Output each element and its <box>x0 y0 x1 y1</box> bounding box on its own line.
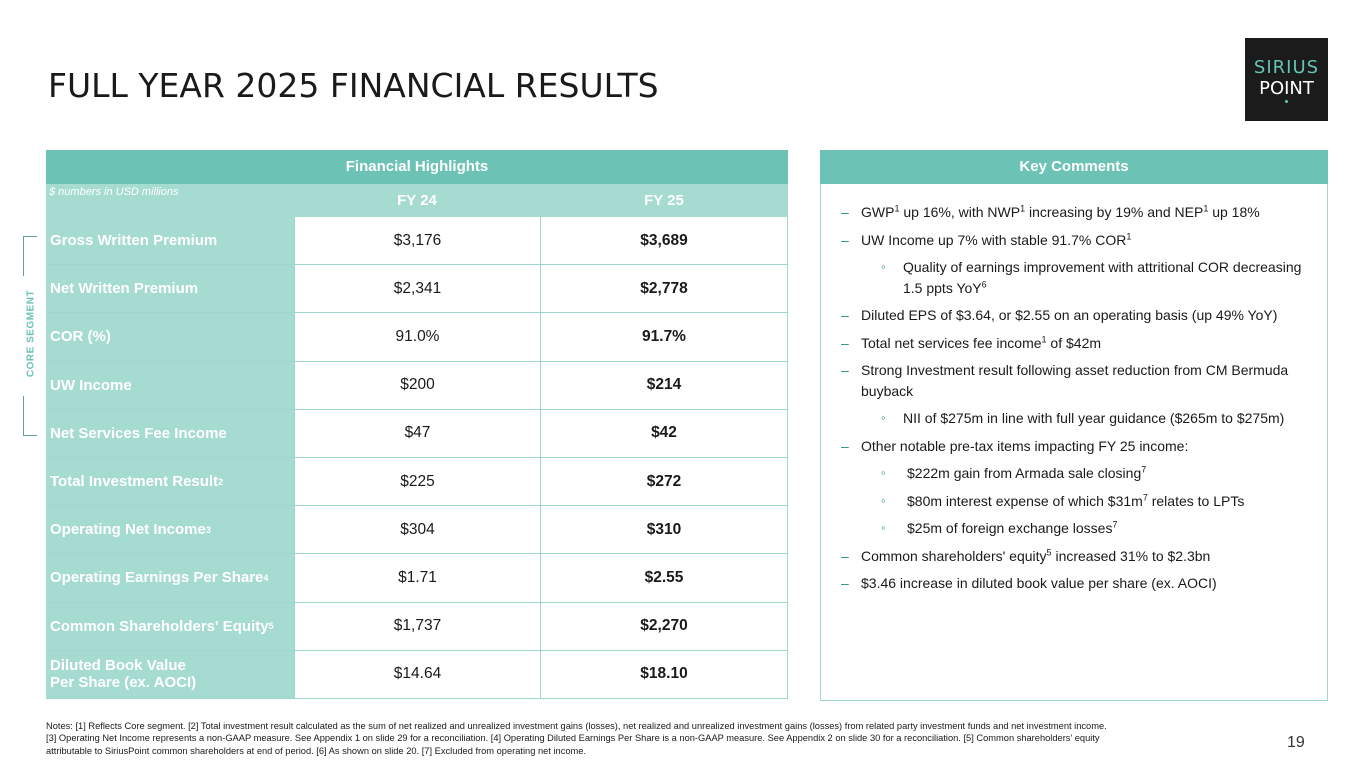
financial-highlights-header: Financial Highlights <box>46 150 788 184</box>
list-subitem: ◦ $222m gain from Armada sale closing$^7$ <box>841 463 1317 484</box>
row-fy25-value: 91.7% <box>540 313 788 360</box>
row-fy24-value: $47 <box>294 410 540 457</box>
core-segment-label: CORE SEGMENT <box>25 289 37 378</box>
row-fy24-value: $304 <box>294 506 540 553</box>
list-subitem: ◦ Quality of earnings improvement with attritional COR decreasing 1.5 ppts YoY$^6$ <box>841 257 1317 298</box>
row-fy24-value: 91.0% <box>294 313 540 360</box>
key-comments-header: Key Comments <box>820 150 1328 184</box>
table-row <box>46 313 788 361</box>
table-row <box>46 651 788 699</box>
list-item: – UW Income up 7% with stable 91.7% COR$^1$ <box>841 230 1317 251</box>
row-fy24-value: $14.64 <box>294 651 540 698</box>
logo-star-icon <box>1285 100 1288 103</box>
key-comments-panel <box>820 150 1328 701</box>
list-item: – Common shareholders' equity$^5$ increased 31% to $2.3bn <box>841 546 1317 567</box>
row-fy24-value: $1.71 <box>294 554 540 601</box>
footnote-line: Notes: [1] Reflects Core segment. [2] Total investment result calculated as the sum of net realized and unrealized investment gains (losses), net realized and unrealized investment gains (losses) from related party investment funds and net investment income. <box>46 721 1107 731</box>
financial-highlights-table <box>46 150 788 701</box>
row-fy24-value: $1,737 <box>294 603 540 650</box>
row-fy24-value: $200 <box>294 362 540 409</box>
table-row <box>46 458 788 506</box>
row-fy25-value: $272 <box>540 458 788 505</box>
page-title: FULL YEAR 2025 FINANCIAL RESULTS <box>48 66 659 105</box>
core-segment-bracket <box>23 236 37 436</box>
list-subitem: ◦ $80m interest expense of which $\$31m^7$ relates to LPTs <box>841 491 1317 512</box>
row-fy25-value: $310 <box>540 506 788 553</box>
row-fy25-value: $2.55 <box>540 554 788 601</box>
row-label: Diluted Book Value Per Share (ex. AOCI) <box>46 651 294 698</box>
row-fy25-value: $3,689 <box>540 217 788 264</box>
table-row <box>46 362 788 410</box>
list-item: – Diluted EPS of $3.64, or $2.55 on an operating basis (up 49% YoY) <box>841 305 1317 326</box>
row-fy25-value: $42 <box>540 410 788 457</box>
row-label: Total Investment Result 2 <box>46 458 294 505</box>
siriuspoint-logo <box>1245 38 1328 121</box>
row-fy24-value: $3,176 <box>294 217 540 264</box>
row-fy25-value: $18.10 <box>540 651 788 698</box>
list-item: – GWP$^1$ up 16%, with NWP$^1$ increasing by 19% and NEP$^1$ up 18% <box>841 202 1317 223</box>
row-label: Operating Net Income 3 <box>46 506 294 553</box>
row-fy24-value: $2,341 <box>294 265 540 312</box>
row-label: COR (%) <box>46 313 294 360</box>
row-label: Common Shareholders' Equity 5 <box>46 603 294 650</box>
list-item: – Strong Investment result following asset reduction from CM Bermuda buyback <box>841 360 1317 401</box>
footnote-line: [3] Operating Net Income represents a non-GAAP measure. See Appendix 1 on slide 29 for a reconciliation. [4] Operating Diluted Earnings Per Share is a non-GAAP measure. See Appendix 2 on slide 30 for a reconciliation. [5] Common shareholders’ equity <box>46 733 1100 744</box>
row-label: Net Services Fee Income <box>46 410 294 457</box>
row-label: UW Income <box>46 362 294 409</box>
table-row <box>46 217 788 265</box>
footnote-line: attributable to SiriusPoint common shareholders at end of period. [6] As shown on slide 20. [7] Excluded from operating net income. <box>46 745 587 756</box>
logo-line-1: SIRIUS <box>1253 57 1320 78</box>
column-fy24: FY 24 <box>397 192 437 209</box>
table-row <box>46 554 788 602</box>
page-number: 19 <box>1287 734 1305 751</box>
row-label: Operating Earnings Per Share 4 <box>46 554 294 601</box>
table-row <box>46 265 788 313</box>
table-row <box>46 603 788 651</box>
list-subitem: ◦ $25m of foreign exchange losses$^7$ <box>841 518 1317 539</box>
row-fy25-value: $2,270 <box>540 603 788 650</box>
table-row <box>46 506 788 554</box>
logo-line-2: POINT <box>1259 78 1314 99</box>
units-note: $ numbers in USD millions <box>49 186 179 198</box>
list-item: – Other notable pre-tax items impacting FY 25 income: <box>841 436 1317 457</box>
table-row <box>46 410 788 458</box>
column-fy25: FY 25 <box>644 192 684 209</box>
key-comments-list <box>821 184 1327 594</box>
list-item: – $3.46 increase in diluted book value per share (ex. AOCI) <box>841 573 1317 594</box>
row-label: Net Written Premium <box>46 265 294 312</box>
row-fy24-value: $225 <box>294 458 540 505</box>
row-fy25-value: $2,778 <box>540 265 788 312</box>
list-item: – Total net services fee income$^1$ of $42m <box>841 333 1317 354</box>
footnotes <box>46 720 1286 757</box>
list-subitem: ◦ NII of $275m in line with full year guidance ($265m to $275m) <box>841 408 1317 429</box>
row-fy25-value: $214 <box>540 362 788 409</box>
table-column-header <box>46 184 788 217</box>
row-label: Gross Written Premium <box>46 217 294 264</box>
